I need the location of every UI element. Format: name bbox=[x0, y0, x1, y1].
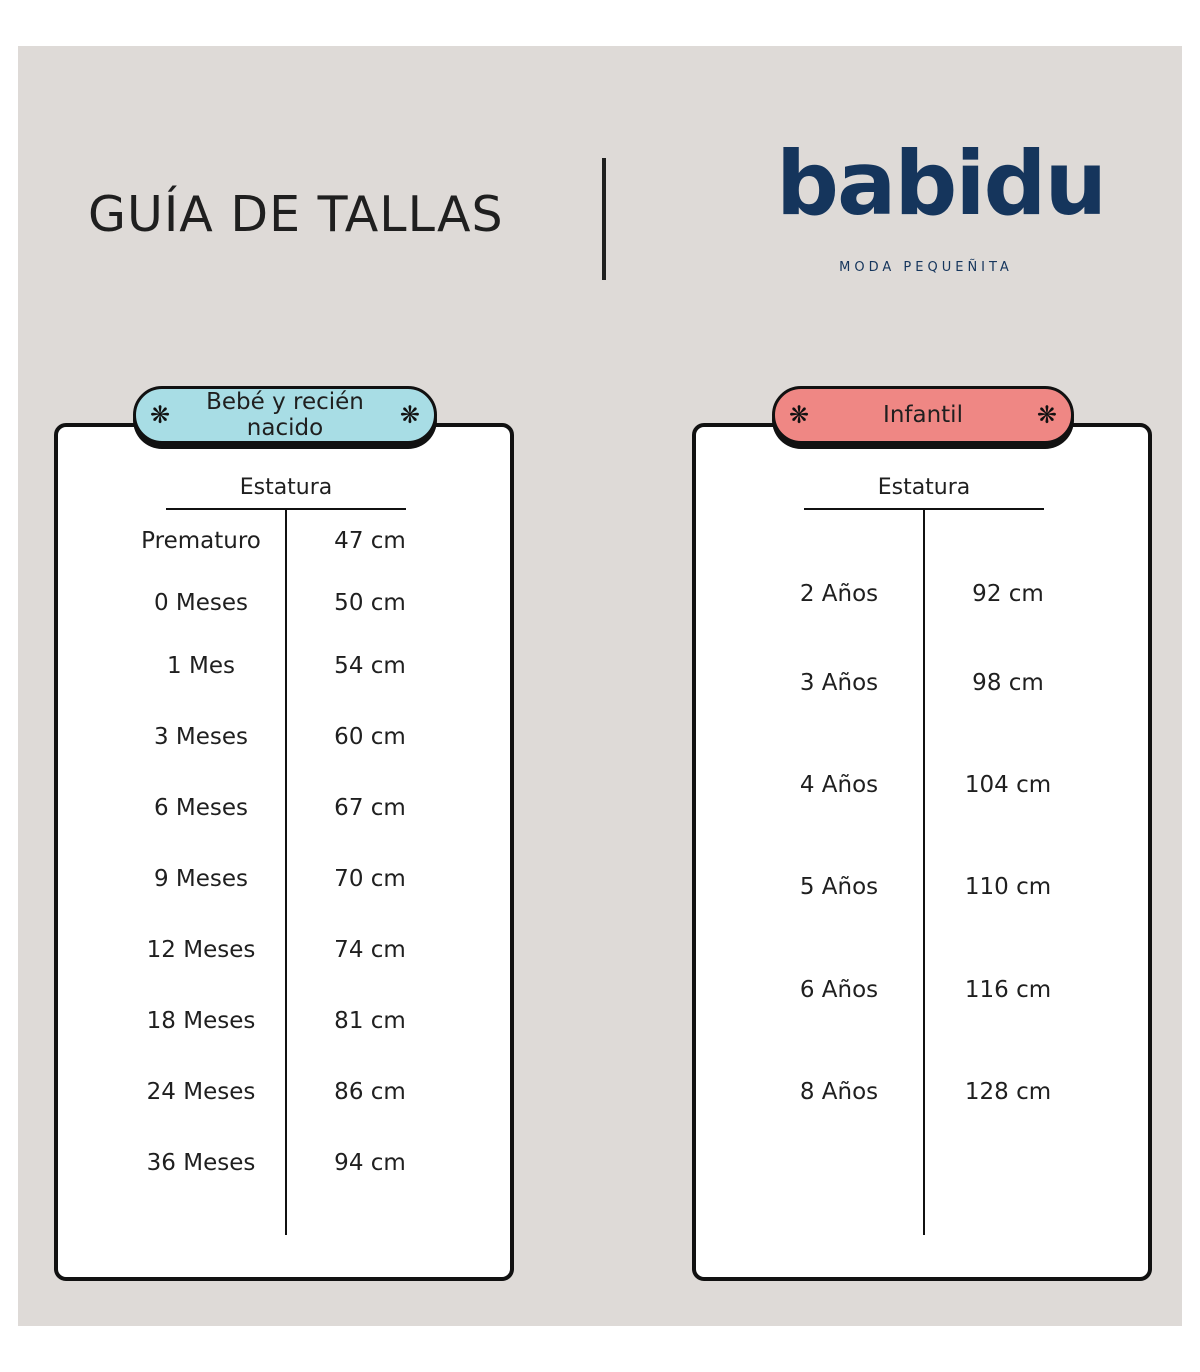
baby-size-cell: 9 Meses bbox=[153, 866, 249, 892]
baby-height-cell: 94 cm bbox=[334, 1150, 406, 1176]
kids-size-cell: 8 Años bbox=[799, 1079, 879, 1105]
kids-size-card bbox=[692, 423, 1152, 1281]
kids-column-header: Estatura bbox=[877, 475, 971, 500]
kids-column-divider bbox=[923, 510, 925, 1235]
baby-height-cell: 81 cm bbox=[334, 1008, 406, 1034]
baby-size-cell: 12 Meses bbox=[146, 937, 256, 963]
baby-size-card bbox=[54, 423, 514, 1281]
baby-size-cell: 24 Meses bbox=[146, 1079, 256, 1105]
kids-height-cell: 110 cm bbox=[964, 874, 1052, 900]
baby-column-divider bbox=[285, 510, 287, 1235]
baby-size-cell: 18 Meses bbox=[146, 1008, 256, 1034]
kids-height-cell: 98 cm bbox=[972, 670, 1044, 696]
baby-column-header: Estatura bbox=[239, 475, 333, 500]
kids-section-tag bbox=[772, 386, 1074, 444]
baby-size-cell: 36 Meses bbox=[146, 1150, 256, 1176]
kids-height-cell: 128 cm bbox=[964, 1079, 1052, 1105]
kids-size-cell: 5 Años bbox=[799, 874, 879, 900]
baby-height-cell: 54 cm bbox=[334, 653, 406, 679]
brand-tagline: MODA PEQUEÑITA bbox=[839, 260, 1013, 275]
kids-section-label: Infantil bbox=[883, 402, 963, 428]
kids-height-cell: 104 cm bbox=[964, 772, 1052, 798]
baby-size-cell: 3 Meses bbox=[153, 724, 249, 750]
flower-icon: ❋ bbox=[399, 401, 420, 429]
baby-height-cell: 70 cm bbox=[334, 866, 406, 892]
flower-icon: ❋ bbox=[789, 401, 810, 429]
kids-height-cell: 92 cm bbox=[972, 581, 1044, 607]
baby-height-cell: 67 cm bbox=[334, 795, 406, 821]
baby-height-cell: 86 cm bbox=[334, 1079, 406, 1105]
kids-size-cell: 4 Años bbox=[799, 772, 879, 798]
baby-height-cell: 60 cm bbox=[334, 724, 406, 750]
baby-size-cell: Prematuro bbox=[141, 528, 261, 554]
baby-size-cell: 0 Meses bbox=[153, 590, 249, 616]
baby-size-cell: 6 Meses bbox=[153, 795, 249, 821]
baby-section-tag bbox=[133, 386, 437, 444]
baby-section-label: Bebé y recién nacido bbox=[206, 389, 364, 441]
flower-icon: ❋ bbox=[150, 401, 171, 429]
kids-size-cell: 3 Años bbox=[799, 670, 879, 696]
kids-size-cell: 6 Años bbox=[799, 977, 879, 1003]
header-divider bbox=[602, 158, 606, 280]
baby-height-cell: 50 cm bbox=[334, 590, 406, 616]
baby-height-cell: 47 cm bbox=[334, 528, 406, 554]
flower-icon: ❋ bbox=[1036, 401, 1057, 429]
baby-size-cell: 1 Mes bbox=[167, 653, 235, 679]
kids-size-cell: 2 Años bbox=[799, 581, 879, 607]
kids-height-cell: 116 cm bbox=[964, 977, 1052, 1003]
brand-logo: babidu bbox=[776, 132, 1106, 235]
baby-height-cell: 74 cm bbox=[334, 937, 406, 963]
page-title: GUÍA DE TALLAS bbox=[88, 186, 504, 243]
